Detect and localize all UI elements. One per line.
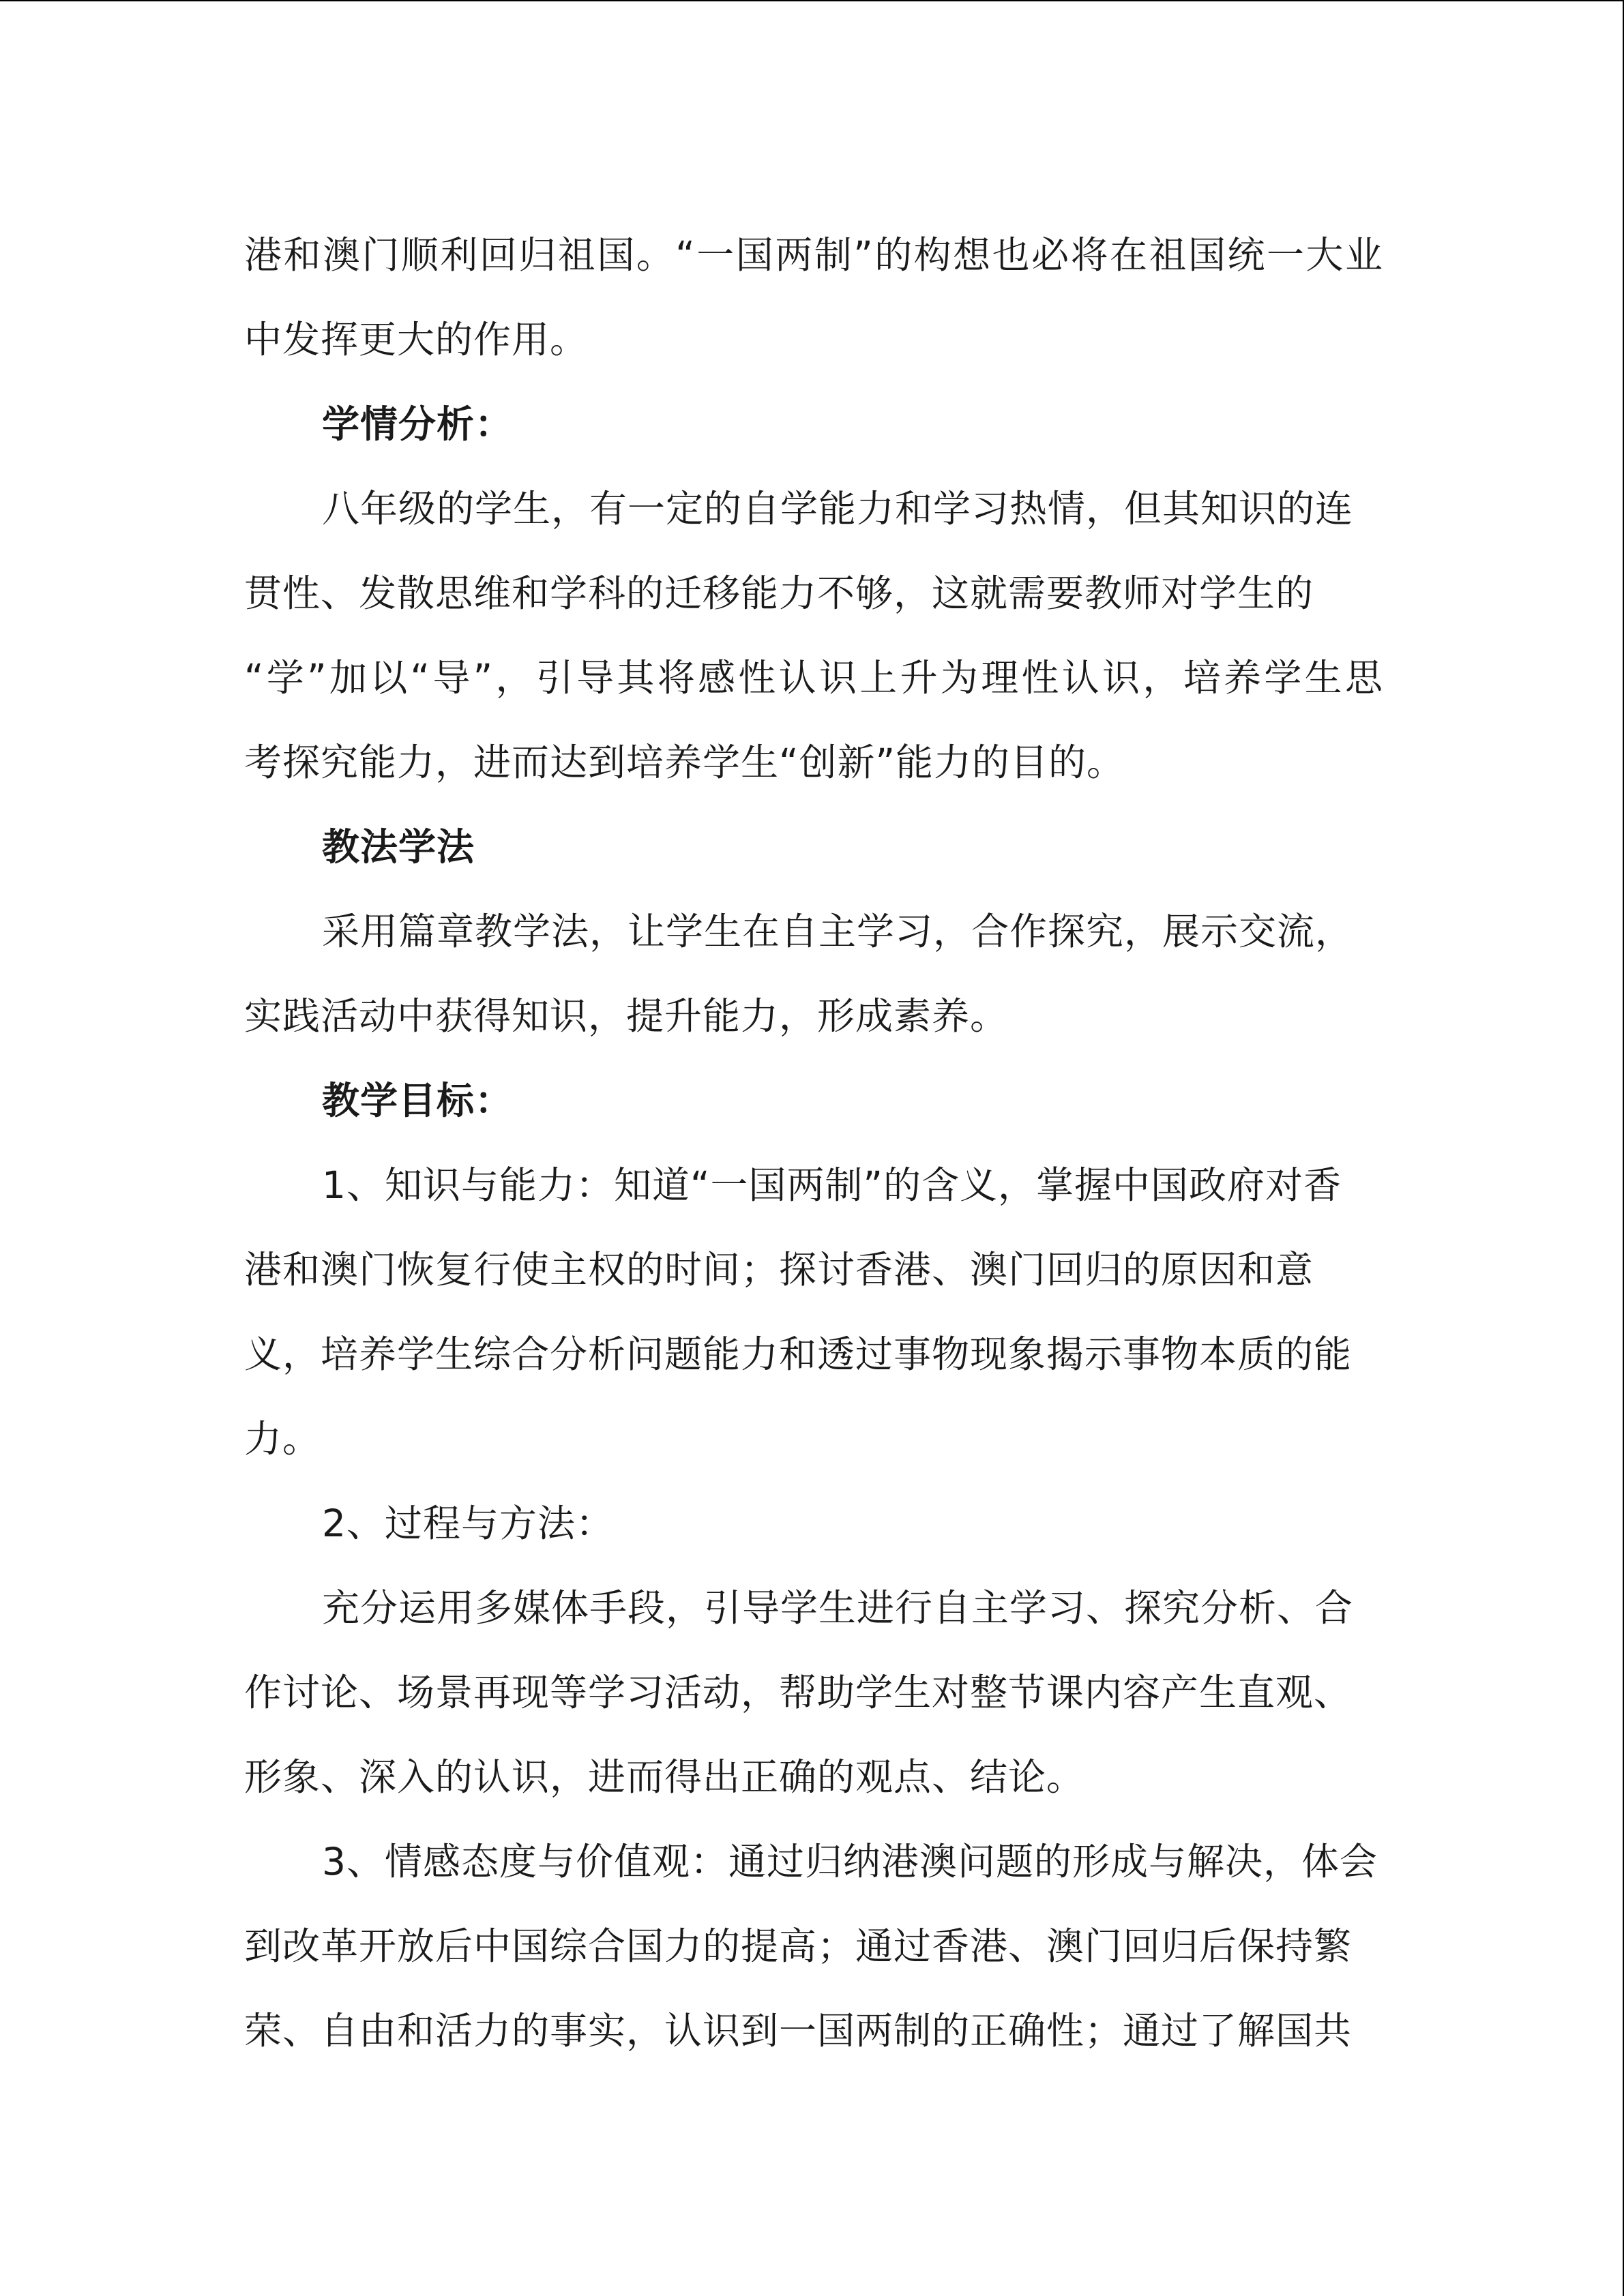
paragraph-line: 荣、自由和活力的事实，认识到一国两制的正确性；通过了解国共 [244, 2009, 1353, 2053]
paragraph-line: 3、情感态度与价值观：通过归纳港澳问题的形成与解决，体会 [322, 1840, 1378, 1883]
paragraph-line: 力。 [244, 1417, 321, 1461]
paragraph-line: 实践活动中获得知识，提升能力，形成素养。 [244, 994, 1009, 1038]
paragraph-line: 贯性、发散思维和学科的迁移能力不够，这就需要教师对学生的 [244, 571, 1314, 615]
paragraph-line: 中发挥更大的作用。 [244, 318, 589, 361]
section-heading-teaching-goals: 教学目标： [322, 1079, 514, 1122]
paragraph-line: “学”加以“导”，引导其将感性认识上升为理性认识，培养学生思 [244, 656, 1383, 700]
paragraph-line: 采用篇章教学法，让学生在自主学习，合作探究，展示交流， [322, 910, 1354, 953]
paragraph-line: 充分运用多媒体手段，引导学生进行自主学习、探究分析、合 [322, 1586, 1354, 1630]
paragraph-line: 1、知识与能力：知道“一国两制”的含义，掌握中国政府对香 [322, 1163, 1342, 1207]
paragraph-line: 义，培养学生综合分析问题能力和透过事物现象揭示事物本质的能 [244, 1332, 1353, 1376]
document-body [244, 213, 1383, 2073]
paragraph-line: 到改革开放后中国综合国力的提高；通过香港、澳门回归后保持繁 [244, 1924, 1353, 1968]
paragraph-line: 作讨论、场景再现等学习活动，帮助学生对整节课内容产生直观、 [244, 1671, 1353, 1714]
paragraph-line: 考探究能力，进而达到培养学生“创新”能力的目的。 [244, 741, 1125, 784]
paragraph-line: 港和澳门顺利回归祖国。“一国两制”的构想也必将在祖国统一大业 [244, 233, 1383, 277]
section-heading-student-analysis: 学情分析： [322, 402, 514, 446]
section-heading-teaching-methods: 教法学法 [322, 825, 475, 869]
paragraph-line: 港和澳门恢复行使主权的时间；探讨香港、澳门回归的原因和意 [244, 1248, 1314, 1292]
paragraph-line: 八年级的学生，有一定的自学能力和学习热情，但其知识的连 [322, 487, 1354, 531]
paragraph-line: 2、过程与方法： [322, 1502, 614, 1545]
paragraph-line: 形象、深入的认识，进而得出正确的观点、结论。 [244, 1755, 1085, 1799]
